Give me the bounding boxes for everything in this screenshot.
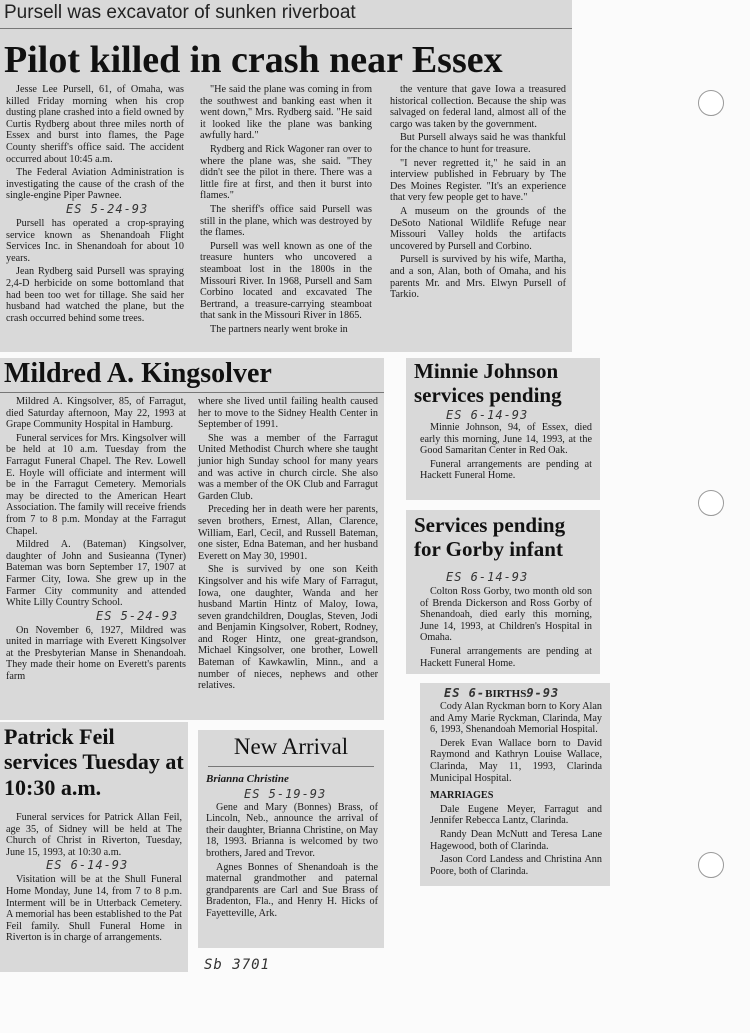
paragraph: "He said the plane was coming in from the southwest and banking east when it went down," Mrs. Rydberg said. "He said it looked like the plane was banking awfully hard." (200, 84, 372, 142)
kingsolver-col-2 (198, 396, 378, 694)
births-body (430, 701, 602, 879)
pilot-col-3 (390, 84, 566, 303)
pilot-col-2 (200, 84, 372, 337)
arrival-notice (198, 730, 384, 948)
paragraph: Mildred A. (Bateman) Kingsolver, daughter of John and Susieanna (Tyner) Bateman was born September 17, 1907 at Farmer City, Iowa. She grew up in the Farmer City community and attended White Lilly Country School. (6, 539, 186, 609)
arrival-name: Brianna Christine (206, 773, 289, 785)
paragraph: where she lived until failing health caused her to move to the Sidney Health Center in September of 1991. (198, 396, 378, 431)
kicker-rule (0, 28, 572, 29)
kingsolver-headline: Mildred A. Kingsolver (4, 358, 272, 389)
pilot-article (0, 0, 572, 352)
binder-hole-icon (698, 852, 724, 878)
paragraph: Colton Ross Gorby, two month old son of Brenda Dickerson and Ross Gorby of Shenandoah, died early this morning, June 14, 1993, at Children's Hospital in Omaha. (420, 586, 592, 644)
paragraph: Preceding her in death were her parents, seven brothers, Ernest, Allan, Clarence, William, Earl, Cecil, and Russell Bateman, one sister, Edna Bateman, and her husband Everett on May 30, 19901. (198, 504, 378, 562)
paragraph: Cody Alan Ryckman born to Kory Alan and Amy Marie Ryckman, Clarinda, May 6, 1993, Shenandoah Memorial Hospital. (430, 701, 603, 736)
johnson-headline: Minnie Johnson services pending (414, 359, 562, 407)
handwritten-date-suffix: 9-93 (526, 686, 560, 700)
arrival-body (206, 774, 378, 922)
handwritten-date: ES 6-14-93 (46, 858, 129, 873)
births-notice (420, 683, 610, 886)
paragraph: She was a member of the Farragut United Methodist Church where she taught junior high Sunday school for many years and was active in church circle. She also was a member of the OK Club and Farragut Garden Club. (198, 432, 378, 502)
kingsolver-col-1 (6, 396, 186, 685)
kingsolver-obituary (0, 358, 384, 720)
paragraph: Jesse Lee Pursell, 61, of Omaha, was killed Friday morning when his crop dusting plane crashed into a field owned by Curtis Rydberg about three miles north of Essex and burst into flames, the Page County sheriff's office said. The accident occurred about 10:45 a.m. (6, 84, 184, 165)
paragraph: But Pursell always said he was thankful for the chance to hunt for treasure. (390, 132, 566, 155)
binder-hole-icon (698, 490, 724, 516)
handwritten-date-prefix: ES 6- (444, 686, 486, 700)
paragraph: Pursell is survived by his wife, Martha, and a son, Alan, both of Omaha, and his parents Mr. and Mrs. Elwyn Pursell of Tarkio. (390, 254, 566, 301)
paragraph: The sheriff's office said Pursell was still in the plane, which was destroyed by the flames. (200, 203, 372, 239)
paragraph: Dale Eugene Meyer, Farragut and Jennifer Rebecca Lantz, Clarinda. (430, 803, 602, 827)
paragraph: Funeral services for Mrs. Kingsolver will be held at 10 a.m. Tuesday from the Farragut Funeral Chapel. The Rev. Lowell E. Hoyle will officiate and interment will be in the Farragut Cemetery. Memorials may be directed to the American Heart Association. The family will receive friends from 7 to 8 p.m. Monday at the Farragut Chapel. (6, 432, 186, 537)
pilot-headline: Pilot killed in crash near Essex (4, 39, 503, 81)
paragraph: Funeral arrangements are pending at Hackett Funeral Home. (420, 458, 592, 482)
gorby-headline: Services pending for Gorby infant (414, 513, 566, 561)
gorby-body (420, 586, 592, 671)
paragraph: The Federal Aviation Administration is investigating the cause of the crash of the single-engine Piper Pawnee. (6, 167, 184, 202)
feil-headline: Patrick Feil services Tuesday at 10:30 a.m. (4, 724, 184, 800)
johnson-body (420, 422, 592, 484)
paragraph: She is survived by one son Keith Kingsolver and his wife Mary of Farragut, Iowa, one daughter, Wanda and her husband Martin Hintz of Maloy, Iowa, seven grandchildren, Douglas, Steven, Jodi and Benjamin Kingsolver, Robert, Rodney, and Roger Hintz, one great-grandson, Michael Kingsolver, one brother, Lowell Bateman of Kawkawlin, Minn., and a number of nieces, nephews and other relatives. (198, 564, 378, 692)
gorby-notice (406, 510, 600, 674)
paragraph: Visitation will be at the Shull Funeral Home Monday, June 14, from 7 to 8 p.m. Interment will be in Utterback Cemetery. A memorial has been established to the Pat Feil family. Shull Funeral Home in Riverton is in charge of arrangements. (6, 874, 182, 944)
paragraph: The partners nearly went broke in (210, 323, 348, 335)
headline-rule (0, 392, 384, 393)
feil-body (6, 812, 182, 946)
handwritten-date: ES 5-24-93 (66, 201, 149, 216)
pilot-kicker: Pursell was excavator of sunken riverboat (4, 2, 356, 23)
johnson-notice (406, 358, 600, 500)
handwritten-date: ES 5-24-93 (96, 608, 179, 623)
births-header (444, 686, 559, 700)
paragraph: Jason Cord Landess and Christina Ann Poore, both of Clarinda. (430, 854, 602, 877)
headline-rule (208, 766, 374, 767)
paragraph: Funeral services for Patrick Allan Feil, age 35, of Sidney will be held at The Church of Christ in Riverton, Tuesday, June 15, 1993, at 10:30 a.m. (6, 812, 182, 858)
paragraph: Randy Dean McNutt and Teresa Lane Hagewood, both of Clarinda. (430, 828, 602, 852)
pilot-col-1 (6, 84, 184, 326)
arrival-headline: New Arrival (233, 734, 349, 759)
paragraph: "I never regretted it," he said in an interview published in February by The Des Moines Register. "It's an experience that very few people get to have." (390, 157, 566, 204)
paragraph: Gene and Mary (Bonnes) Brass, of Lincoln, Neb., announce the arrival of their daughter, Brianna Christine, on May 18, 1993. Brianna is welcomed by two brothers, Jared and Trevor. (206, 801, 378, 859)
paragraph: Funeral arrangements are pending at Hackett Funeral Home. (420, 645, 592, 669)
handwritten-date: ES 6-14-93 (446, 408, 529, 422)
archive-number: Sb 3701 (204, 957, 271, 973)
marriages-heading: MARRIAGES (430, 790, 494, 802)
feil-notice (0, 722, 188, 972)
paragraph: the venture that gave Iowa a treasured historical collection. Because the ship was salvaged on federal land, almost all of the cargo was taken by the government. (390, 84, 566, 130)
paragraph: Mildred A. Kingsolver, 85, of Farragut, died Saturday afternoon, May 22, 1993 at Grape Community Hospital in Hamburg. (6, 396, 186, 431)
paragraph: Minnie Johnson, 94, of Essex, died early this morning, June 14, 1993, at the Good Samaritan Center in Red Oak. (420, 422, 592, 457)
paragraph: Agnes Bonnes of Shenandoah is the maternal grandmother and paternal grandparents are Carl and Sue Brass of Bradenton, Fla., and Henry H. Hicks of Fayetteville, Ark. (206, 861, 378, 919)
paragraph: A museum on the grounds of the DeSoto National Wildlife Refuge near Missouri Valley holds the artifacts uncovered by Pursell and Corbino. (390, 205, 566, 252)
births-heading: BIRTHS (485, 688, 527, 700)
paragraph: Pursell was well known as one of the treasure hunters who uncovered a steamboat lost in the 1800s in the Missouri River. In 1968, Pursell and Sam Corbino located and excavated The Bertrand, a treasure-carrying steamboat that sank in the Missouri River in 1865. (200, 240, 372, 322)
paragraph: Jean Rydberg said Pursell was spraying 2,4-D herbicide on some bottomland that had been too wet for tillage. She said her husband had watched the plane, but the crash occurred behind some trees. (6, 266, 184, 324)
handwritten-date: ES 5-19-93 (244, 786, 327, 801)
binder-hole-icon (698, 90, 724, 116)
paragraph: On November 6, 1927, Mildred was united in marriage with Everett Kingsolver at the Presbyterian Manse in Shenandoah. They made their home on Everett's parents farm (6, 624, 186, 683)
paragraph: Pursell has operated a crop-spraying service known as Shenandoah Flight Services Inc. in Shenandoah for about 10 years. (6, 217, 184, 264)
paragraph: Derek Evan Wallace born to David Raymond and Kathryn Louise Wallace, Clarinda, May 11, 1993, Clarinda Municipal Hospital. (430, 737, 602, 784)
paragraph: Rydberg and Rick Wagoner ran over to where the plane was, she said. "They didn't see the pilot in there. There was a little fire at first, and then it burst into flames." (200, 143, 372, 202)
handwritten-date: ES 6-14-93 (446, 570, 529, 584)
